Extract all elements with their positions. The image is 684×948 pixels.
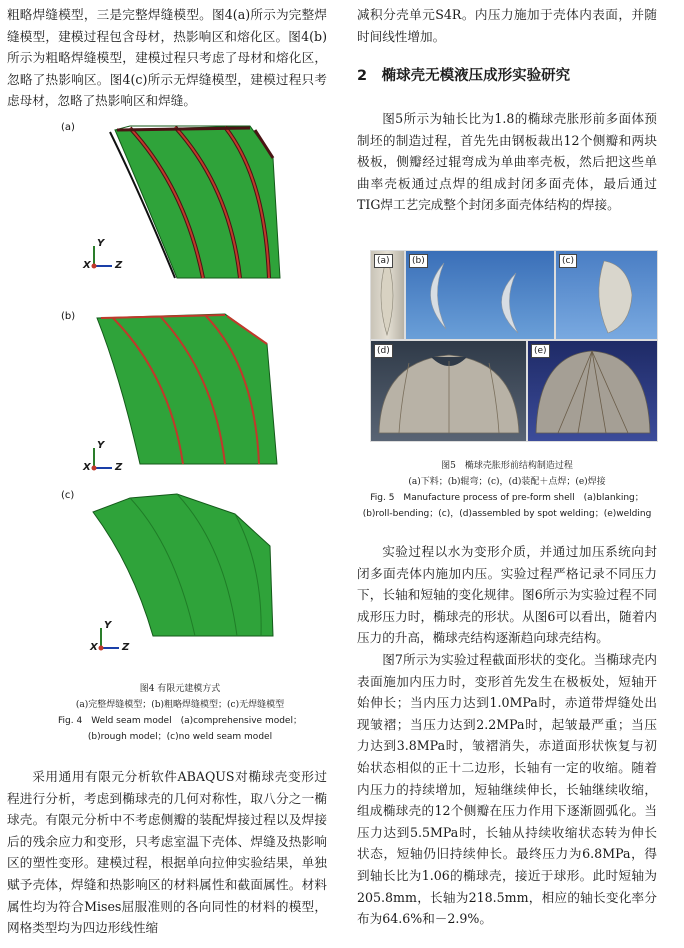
left-top-paragraph: 粗略焊缝模型，三是完整焊缝模型。图4(a)所示为完整焊缝模型，建模过程包含母材，热影响区和熔化区。图4(b)所示为粗略焊缝模型，建模过程只考虑了母材和熔化区，忽略了热影响区。图4(c)所示无焊缝模型，建模过程只考虑母材，忽略了热影响区和焊缝。 [7,7,327,109]
right-top-paragraph: 减积分壳单元S4R。内压力施加于壳体内表面，并随时间线性增加。 [357,7,657,44]
fig4-panel-b-label: (b) [61,311,76,322]
fig4-caption-en-sub: (b)rough model；(c)no weld seam model [87,732,273,742]
right-paragraph-3: 图7所示为实验过程截面形状的变化。当椭球壳内表面施加内压力时，变形首先发生在极板处，短轴开始伸长；当内压力达到1.0MPa时，赤道带焊缝处出现皱褶；当压力达到2.2MPa时，起皱最严重；当压力达到3.8MPa时，皱褶消失，赤道面形状恢复与初始状态相似的正十二边形，长轴有一定的收缩。随着内压力的持续增加，短轴继续伸长，长轴继续收缩，组成椭球壳的12个侧瓣在压力作用下逐渐圆弧化。当压力达到5.5MPa时，长轴从持续收缩状态转为伸长状态，短轴仍旧持续伸长。最终压力为6.8MPa，得到轴长比为1.06的椭球壳，接近于球形。此时短轴为205.8mm，长轴为218.5mm，相应的轴长变化率分布为64.6%和－2.9%。 [357,652,657,927]
fig4-b-x-label: X [83,462,91,473]
fig5-label-c: (c) [559,254,577,268]
fig4-b-y-label: Y [97,440,105,451]
section-heading: 2 椭球壳无模液压成形实验研究 [357,68,571,84]
figure-4 [55,118,305,678]
fig4-panel-c-label: (c) [61,490,75,501]
fig5-caption-en-sub: (b)roll-bending；(c)，(d)assembled by spot welding；(e)welding [362,509,652,519]
fig4-panel-a-label: (a) [61,122,75,133]
fig5-label-b: (b) [409,254,428,268]
fig4-caption-cn-sub: (a)完整焊缝模型；(b)粗略焊缝模型；(c)无焊缝模型 [75,700,285,710]
fig4-a-z-label: Z [115,260,123,271]
right-paragraph-2: 实验过程以水为变形介质，并通过加压系统向封闭多面壳体内施加内压。实验过程严格记录不同压力下，长轴和短轴的变化规律。图6所示为实验过程不同成形压力时，椭球壳的形状。从图6可以看出，随着内压力的升高，椭球壳结构逐渐趋向球壳结构。 [357,544,657,646]
right-paragraph-1: 图5所示为轴长比为1.8的椭球壳胀形前多面体预制坯的制造过程，首先先由钢板裁出12个侧瓣和两块极板，侧瓣经过辊弯成为单曲率壳板，然后把这些单曲率壳板通过点焊的组成封闭多面壳体，最后通过TIG焊工艺完成整个封闭多面壳体结构的焊接。 [357,111,657,213]
fig5-label-a: (a) [374,254,393,268]
fig4-c-z-label: Z [122,642,130,653]
fig5-caption-en-title: Fig. 5 Manufacture process of pre-form shell (a)blanking； [370,493,644,503]
fig5-photo-b [405,250,555,340]
fig5-label-d: (d) [374,344,393,358]
fig5-photo-c [555,250,658,340]
fig5-photo-e [527,340,658,442]
fig4-caption-cn-title: 图4 有限元建模方式 [139,684,221,694]
fig5-photo-a [370,250,405,340]
fig4-a-y-label: Y [97,238,105,249]
fig4-a-x-label: X [83,260,91,271]
fig4-b-z-label: Z [115,462,123,473]
fig5-caption-cn-title: 图5 椭球壳胀形前结构制造过程 [441,461,573,471]
fig4-c-y-label: Y [104,620,112,631]
fig4-c-x-label: X [90,642,98,653]
fig4-caption-en-title: Fig. 4 Weld seam model (a)comprehensive model； [58,716,302,726]
fig5-photo-d [370,340,527,442]
fig5-caption-cn-sub: (a)下料；(b)辊弯；(c)，(d)装配＋点焊；(e)焊接 [408,477,606,487]
fig5-label-e: (e) [531,344,550,358]
left-bottom-paragraph: 采用通用有限元分析软件ABAQUS对椭球壳变形过程进行分析，考虑到椭球壳的几何对称性，取八分之一椭球壳。有限元分析中不考虑侧瓣的装配焊接过程以及焊接后的残余应力和变形，只考虑室温下壳体、焊缝及热影响区的塑性变形。建模过程，根据单向拉伸实验结果，单独赋予壳体，焊缝和热影响区的材料属性和截面属性。材料属性均为符合Mises屈服准则的各向同性的材料的模型，网格类型均为四边形线性缩 [7,769,327,936]
